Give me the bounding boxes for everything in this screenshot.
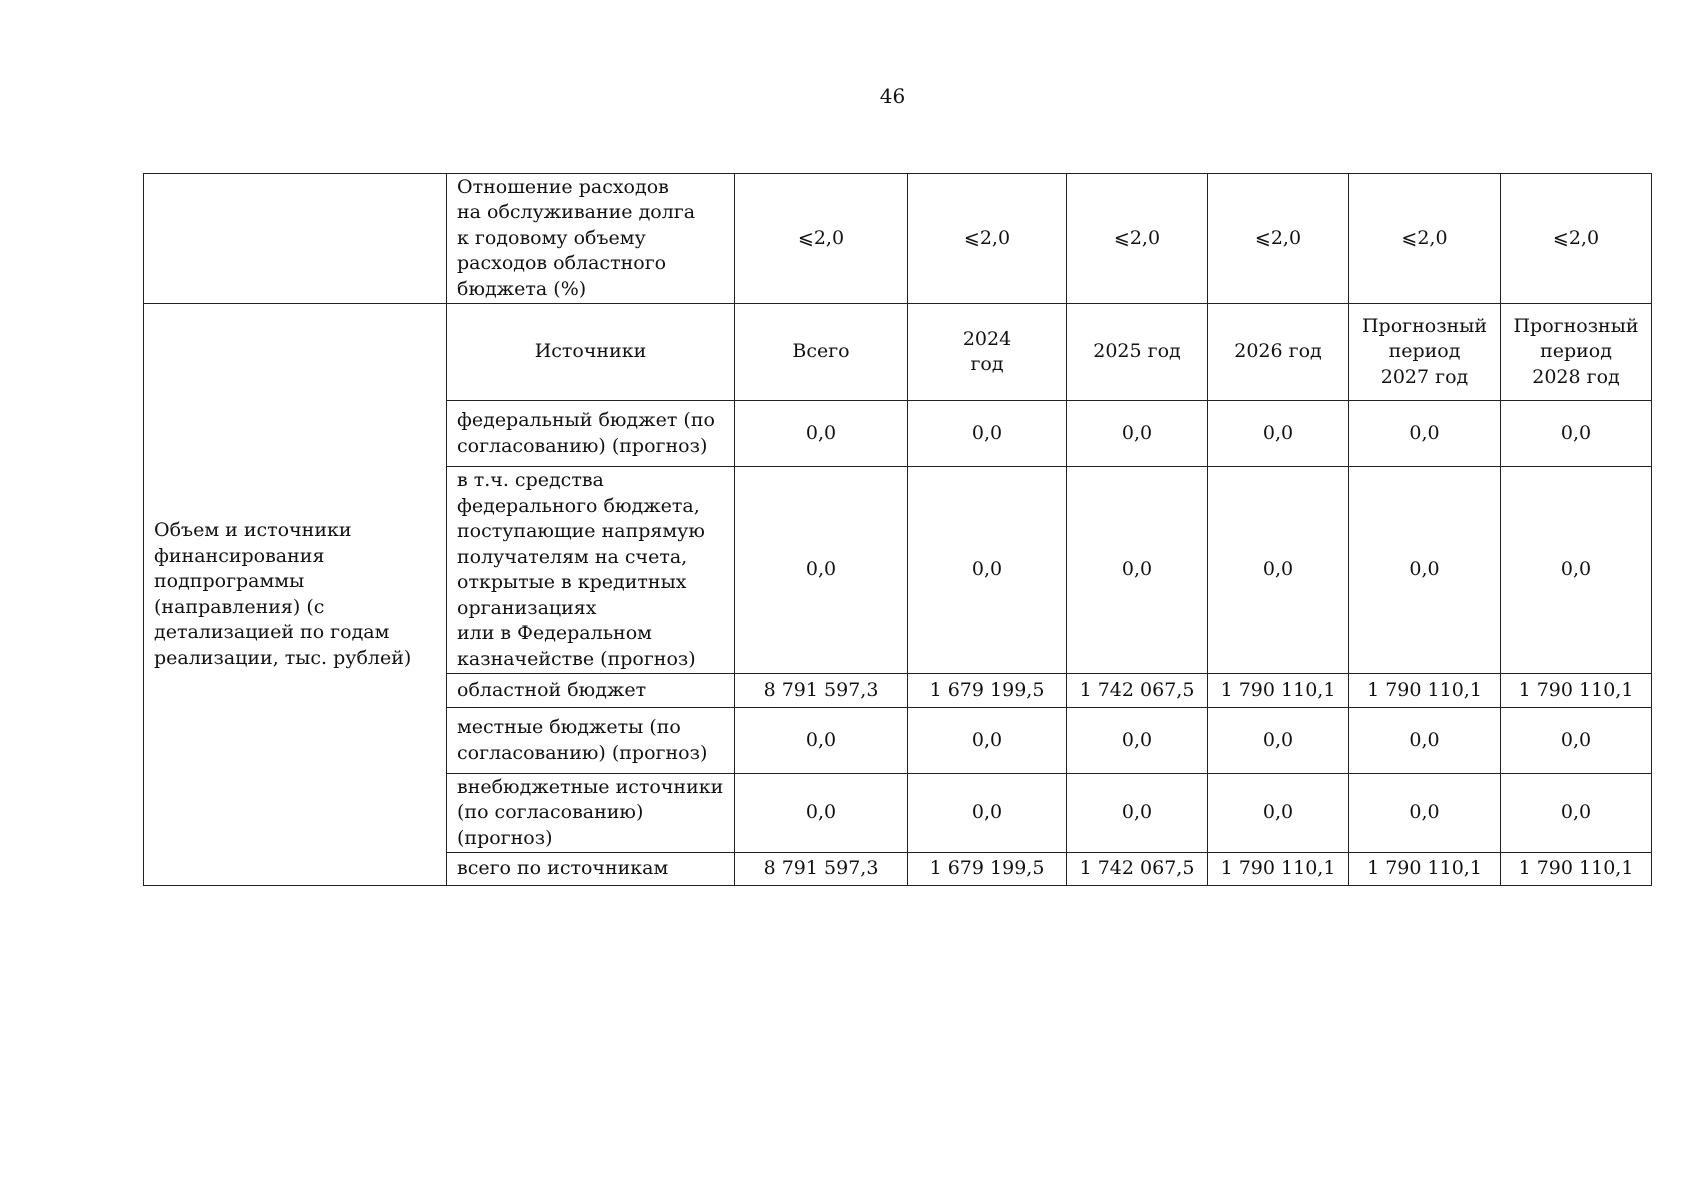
financing-title: Объем и источники финансирования подпрограммы (направления) (с детализацией по годам реализации, тыс. рублей) (144, 304, 447, 886)
header-2026: 2026 год (1208, 304, 1349, 401)
value-total: 0,0 (735, 467, 908, 674)
source-label: федеральный бюджет (по согласованию) (прогноз) (447, 401, 735, 467)
value-2027: 1 790 110,1 (1349, 674, 1501, 708)
source-label: внебюджетные источники (по согласованию) (прогноз) (447, 774, 735, 853)
value-2026: 1 790 110,1 (1208, 674, 1349, 708)
value-2027: 0,0 (1349, 774, 1501, 853)
value-total: 8 791 597,3 (735, 853, 908, 886)
header-2024: 2024 год (908, 304, 1067, 401)
ratio-row (144, 174, 1652, 304)
value-2027: 0,0 (1349, 467, 1501, 674)
value-2028: 0,0 (1501, 467, 1652, 674)
value-2025: 0,0 (1067, 401, 1208, 467)
page-number: 46 (879, 84, 906, 108)
value-2028: 0,0 (1501, 774, 1652, 853)
value-2025: 1 742 067,5 (1067, 674, 1208, 708)
value-2026: 0,0 (1208, 401, 1349, 467)
value-2026: 1 790 110,1 (1208, 853, 1349, 886)
ratio-value-2028: ⩽2,0 (1501, 174, 1652, 304)
financing-table (143, 173, 1652, 886)
value-2027: 1 790 110,1 (1349, 853, 1501, 886)
value-2024: 0,0 (908, 774, 1067, 853)
header-2027: Прогнозный период 2027 год (1349, 304, 1501, 401)
value-2027: 0,0 (1349, 401, 1501, 467)
source-label: всего по источникам (447, 853, 735, 886)
header-2028: Прогнозный период 2028 год (1501, 304, 1652, 401)
value-2025: 1 742 067,5 (1067, 853, 1208, 886)
value-2027: 0,0 (1349, 708, 1501, 774)
value-total: 0,0 (735, 708, 908, 774)
value-2024: 0,0 (908, 708, 1067, 774)
ratio-value-2026: ⩽2,0 (1208, 174, 1349, 304)
value-2024: 0,0 (908, 467, 1067, 674)
header-2025: 2025 год (1067, 304, 1208, 401)
ratio-value-total: ⩽2,0 (735, 174, 908, 304)
value-2026: 0,0 (1208, 708, 1349, 774)
empty-cell (144, 174, 447, 304)
value-2025: 0,0 (1067, 774, 1208, 853)
header-row (144, 304, 1652, 401)
value-2024: 1 679 199,5 (908, 674, 1067, 708)
source-label: в т.ч. средства федерального бюджета, поступающие напрямую получателям на счета, открытые в кредитных организациях или в Федеральном казначействе (прогноз) (447, 467, 735, 674)
value-2028: 1 790 110,1 (1501, 674, 1652, 708)
value-2026: 0,0 (1208, 774, 1349, 853)
ratio-value-2025: ⩽2,0 (1067, 174, 1208, 304)
ratio-value-2024: ⩽2,0 (908, 174, 1067, 304)
value-2024: 1 679 199,5 (908, 853, 1067, 886)
source-label: областной бюджет (447, 674, 735, 708)
value-2028: 0,0 (1501, 708, 1652, 774)
value-total: 0,0 (735, 401, 908, 467)
ratio-value-2027: ⩽2,0 (1349, 174, 1501, 304)
value-2028: 0,0 (1501, 401, 1652, 467)
header-sources: Источники (447, 304, 735, 401)
value-2026: 0,0 (1208, 467, 1349, 674)
header-total: Всего (735, 304, 908, 401)
value-total: 0,0 (735, 774, 908, 853)
value-total: 8 791 597,3 (735, 674, 908, 708)
source-label: местные бюджеты (по согласованию) (прогноз) (447, 708, 735, 774)
ratio-label: Отношение расходов на обслуживание долга к годовому объему расходов областного бюджета (%) (447, 174, 735, 304)
value-2028: 1 790 110,1 (1501, 853, 1652, 886)
value-2025: 0,0 (1067, 708, 1208, 774)
value-2024: 0,0 (908, 401, 1067, 467)
value-2025: 0,0 (1067, 467, 1208, 674)
